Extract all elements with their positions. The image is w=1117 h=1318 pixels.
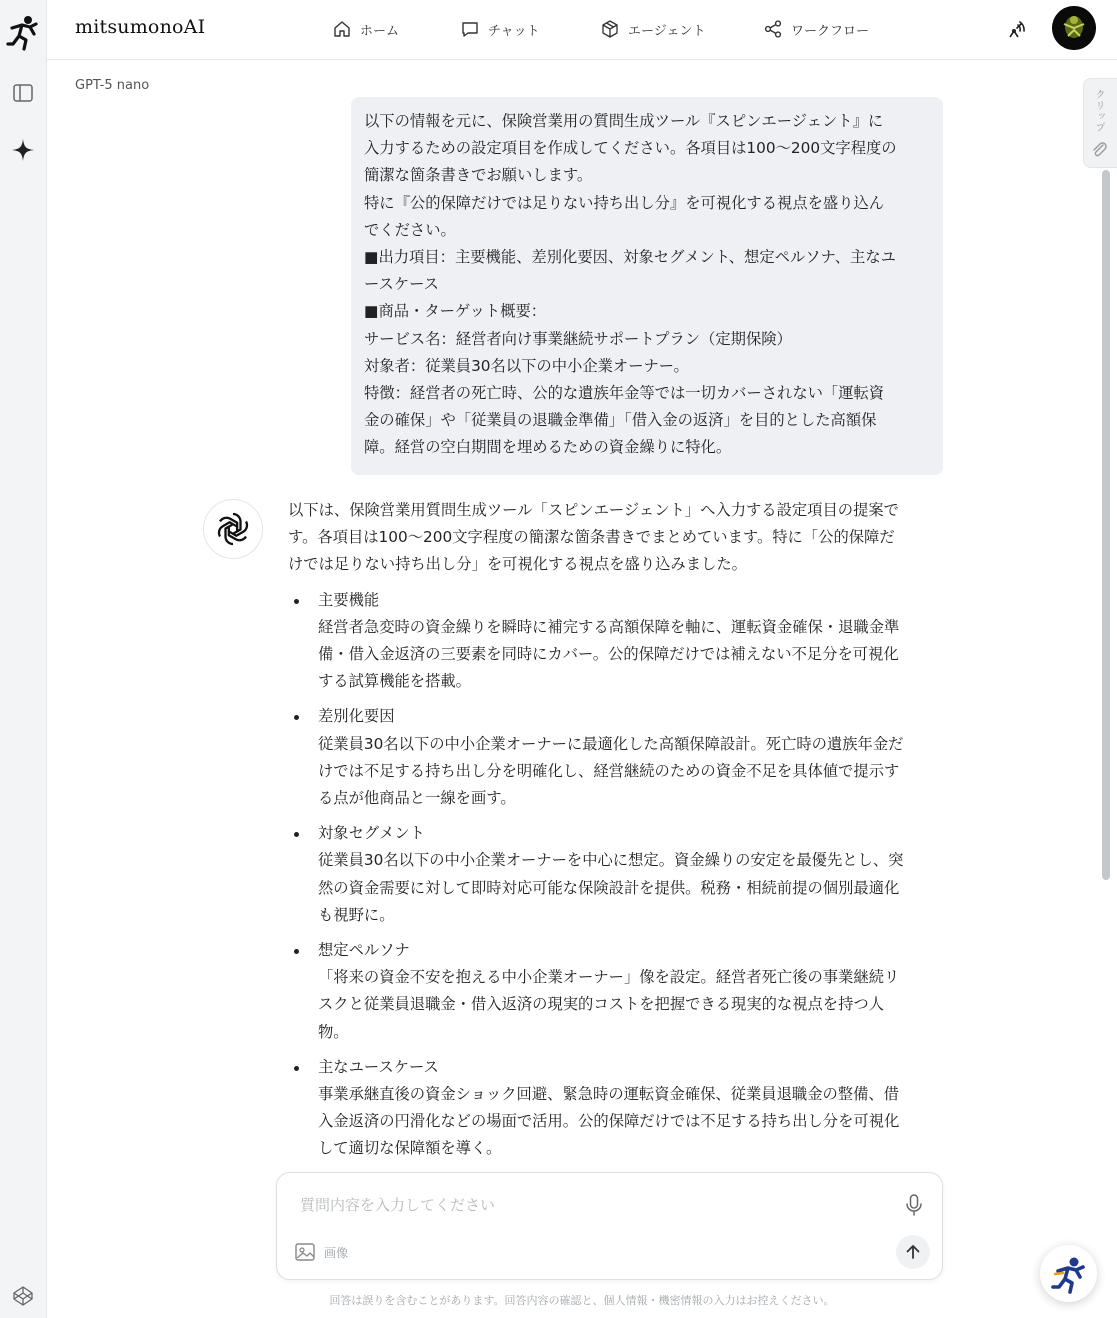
nav-chat-label: チャット xyxy=(488,23,540,39)
chat-composer xyxy=(276,1172,943,1280)
user-message-line: 障。経営の空白期間を埋めるための資金繰りに特化。 xyxy=(364,438,732,457)
left-rail xyxy=(0,0,47,1318)
list-item-title: 主なユースケース xyxy=(318,1057,439,1076)
message-input[interactable] xyxy=(300,1193,880,1217)
user-message-line: 特に『公的保障だけでは足りない持ち出し分』を可視化する視点を盛り込ん xyxy=(364,193,885,212)
list-item-line: する試算機能を搭載。 xyxy=(318,672,471,691)
list-item-line: 従業員30名以下の中小企業オーナーに最適化した高額保障設計。死亡時の遺族年金だ xyxy=(318,734,904,753)
broadcast-icon[interactable] xyxy=(1003,16,1029,42)
list-item-line: スクと従業員退職金・借入返済の現実的コストを把握できる現実的な視点を持つ人 xyxy=(318,995,884,1014)
nav-agent[interactable] xyxy=(600,17,705,41)
list-item-line: る点が他商品と一線を画す。 xyxy=(318,789,516,808)
user-message-line: 以下の情報を元に、保険営業用の質問生成ツール『スピンエージェント』に xyxy=(364,112,884,130)
nav-chat[interactable] xyxy=(460,17,540,41)
home-icon xyxy=(332,19,352,39)
list-item-line: 入金返済の円滑化などの場面で活用。公的保障だけでは不足する持ち出し分を可視化 xyxy=(318,1112,900,1131)
list-item-line: 然の資金需要に対して即時対応可能な保険設計を提供。税務・相続前提の個別最適化 xyxy=(318,878,900,897)
user-avatar[interactable] xyxy=(1052,6,1096,50)
list-item xyxy=(288,1054,944,1163)
list-item-line: して適切な保障額を導く。 xyxy=(318,1139,502,1158)
list-item xyxy=(288,703,944,812)
image-icon xyxy=(294,1241,316,1263)
list-item-line: 従業員30名以下の中小企業オーナーを中心に想定。資金繰りの安定を最優先とし、突 xyxy=(318,851,904,870)
user-message-line: 対象者：従業員30名以下の中小企業オーナー。 xyxy=(364,356,689,375)
list-item xyxy=(288,820,944,929)
list-item-title: 想定ペルソナ xyxy=(318,941,410,960)
nav-home-label: ホーム xyxy=(360,23,400,39)
microphone-icon[interactable] xyxy=(901,1191,927,1219)
assistant-message xyxy=(288,497,944,1171)
list-item-title: 主要機能 xyxy=(318,590,380,609)
list-item xyxy=(288,587,944,696)
clip-tab-label: クリップ xyxy=(1093,89,1104,133)
chat-icon xyxy=(460,19,480,39)
list-item-line: 備・借入金返済の三要素を同時にカバー。公的保障だけでは補えない不足分を可視化 xyxy=(318,645,899,664)
paperclip-icon xyxy=(1091,141,1109,159)
user-message-line: ■出力項目：主要機能、差別化要因、対象セグメント、想定ペルソナ、主なユ xyxy=(364,248,896,267)
cube-icon xyxy=(600,19,620,39)
model-label[interactable]: GPT-5 nano xyxy=(75,78,150,93)
runner-mascot-icon xyxy=(1049,1254,1089,1294)
top-header xyxy=(47,0,1117,60)
list-item-line: 事業承継直後の資金ショック回避、緊急時の運転資金確保、従業員退職金の整備、借 xyxy=(318,1085,899,1104)
assistant-intro-line: 以下は、保険営業用質問生成ツール「スピンエージェント」へ入力する設定項目の提案で xyxy=(288,501,899,519)
user-message-line: 入力するための設定項目を作成してください。各項目は100〜200文字程度の xyxy=(364,139,897,158)
nav-workflow-label: ワークフロー xyxy=(791,23,870,39)
arrow-up-icon xyxy=(904,1243,922,1261)
user-message-line: ースケース xyxy=(364,275,439,294)
user-message-bubble xyxy=(351,97,943,475)
list-item-line: も視野に。 xyxy=(318,905,395,924)
disclaimer-text: 回答は誤りを含むことがあります。回答内容の確認と、個人情報・機密情報の入力はお控えください。 xyxy=(329,1294,835,1307)
clip-tab[interactable] xyxy=(1083,78,1117,168)
assistant-intro-line: す。各項目は100〜200文字程度の簡潔な箇条書きでまとめています。特に「公的保障だ xyxy=(288,528,895,547)
runner-logo-icon[interactable] xyxy=(6,14,40,52)
attach-image-button[interactable] xyxy=(294,1241,348,1263)
assistant-intro-line: けでは足りない持ち出し分」を可視化する視点を盛り込みました。 xyxy=(288,555,747,574)
scrollbar-thumb[interactable] xyxy=(1102,170,1110,880)
user-message-line: 特徴：経営者の死亡時、公的な遺族年金等では一切カバーされない「運転資 xyxy=(364,384,885,403)
nav-workflow[interactable] xyxy=(763,17,869,41)
assistant-bullet-list xyxy=(288,587,944,1163)
list-item-title: 対象セグメント xyxy=(318,824,425,843)
assistant-intro xyxy=(288,497,944,579)
send-button[interactable] xyxy=(896,1235,930,1269)
user-message-line: 金の確保」や「従業員の退職金準備」「借入金の返済」を目的とした高額保 xyxy=(364,411,877,430)
attach-image-label: 画像 xyxy=(324,1245,349,1260)
user-message-line: ■商品・ターゲット概要： xyxy=(364,302,547,321)
list-item xyxy=(288,937,944,1046)
nav-agent-label: エージェント xyxy=(628,23,706,39)
list-item-line: 「将来の資金不安を抱える中小企業オーナー」像を設定。経営者死亡後の事業継続リ xyxy=(318,968,900,987)
user-message-line: 簡潔な箇条書きでお願いします。 xyxy=(364,166,593,185)
list-item-line: 経営者急変時の資金繰りを瞬時に補完する高額保障を軸に、運転資金確保・退職金準 xyxy=(318,617,900,636)
openai-logo-icon xyxy=(213,509,253,549)
assistant-launcher-button[interactable] xyxy=(1040,1245,1097,1302)
list-item-line: けでは不足する持ち出し分を明確化し、経営継続のための資金不足を具体値で提示す xyxy=(318,761,900,780)
sidebar-toggle-icon[interactable] xyxy=(10,80,36,106)
nav-home[interactable] xyxy=(332,17,399,41)
share-nodes-icon xyxy=(763,19,783,39)
brand-title[interactable]: mitsumonoAI xyxy=(75,16,206,38)
sparkle-icon[interactable] xyxy=(10,137,36,163)
list-item-title: 差別化要因 xyxy=(318,707,395,726)
user-message-line: サービス名：経営者向け事業継続サポートプラン（定期保険） xyxy=(364,329,792,348)
user-message-line: でください。 xyxy=(364,220,456,239)
list-item-line: 物。 xyxy=(318,1022,349,1041)
assistant-avatar xyxy=(203,499,263,559)
